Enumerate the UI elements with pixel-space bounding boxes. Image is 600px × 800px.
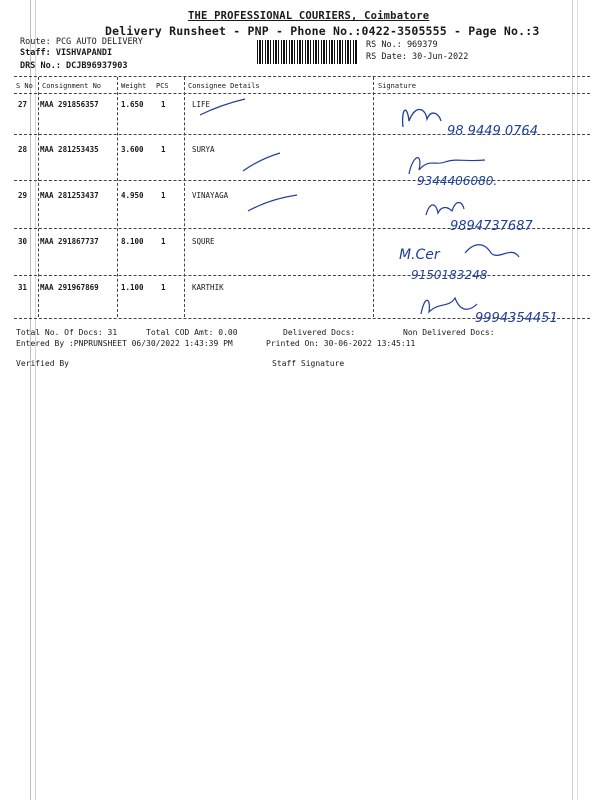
row-consignment: MAA 291967869 <box>40 283 99 292</box>
entered-by: Entered By :PNPRUNSHEET 06/30/2022 1:43:39 PM <box>16 339 233 348</box>
signature-28 <box>405 148 570 188</box>
row-pcs: 1 <box>161 145 166 154</box>
col-header-consignment: Consignment No <box>42 82 102 90</box>
row-sno: 31 <box>18 283 28 292</box>
delivered-docs: Delivered Docs: <box>283 328 356 337</box>
row-pcs: 1 <box>161 283 166 292</box>
row-consignee: SURYA <box>192 145 215 154</box>
staff-signature: Staff Signature <box>272 359 345 368</box>
row-sno: 28 <box>18 145 28 154</box>
signature-note: 9894737687 <box>450 219 533 234</box>
scan-edge-right-2 <box>577 0 578 800</box>
rs-date: RS Date: 30-Jun-2022 <box>366 52 469 62</box>
table-header-rule <box>14 93 590 94</box>
runsheet-title: Delivery Runsheet - PNP - Phone No.:0422-3505555 - Page No.:3 <box>105 24 540 38</box>
tick-mark <box>245 193 305 218</box>
col-divider <box>373 77 374 317</box>
signature-note: 9994354451 <box>475 311 558 326</box>
row-pcs: 1 <box>161 100 166 109</box>
company-name: THE PROFESSIONAL COURIERS, Coimbatore <box>188 10 430 22</box>
row-consignee: SQURE <box>192 237 215 246</box>
total-docs: Total No. Of Docs: 31 <box>16 328 118 337</box>
signature-30 <box>395 235 555 283</box>
signature-31 <box>415 288 575 330</box>
scan-edge-right <box>572 0 573 800</box>
col-header-sno: S No <box>16 82 33 90</box>
signature-note: 9344406080. <box>417 174 498 188</box>
row-consignee: VINAYAGA <box>192 191 229 200</box>
row-weight: 4.950 <box>121 191 144 200</box>
route-label: Route: PCG AUTO DELIVERY <box>20 37 143 47</box>
col-header-signature: Signature <box>378 82 416 90</box>
row-weight: 1.100 <box>121 283 144 292</box>
row-consignment: MAA 281253435 <box>40 145 99 154</box>
rs-number: RS No.: 969379 <box>366 40 438 50</box>
row-weight: 1.650 <box>121 100 144 109</box>
tick-mark <box>195 95 255 120</box>
row-consignment: MAA 291856357 <box>40 100 99 109</box>
row-weight: 3.600 <box>121 145 144 154</box>
row-sno: 27 <box>18 100 28 109</box>
scan-edge-left-2 <box>35 0 36 800</box>
printed-on: Printed On: 30-06-2022 13:45:11 <box>266 339 416 348</box>
row-consignee: KARTHIK <box>192 283 224 292</box>
row-pcs: 1 <box>161 191 166 200</box>
table-top-rule <box>14 76 590 77</box>
verified-by: Verified By <box>16 359 69 368</box>
signature-note: 98 9449 0764 <box>447 124 538 139</box>
row-consignee: LIFE <box>192 100 211 109</box>
signature-note: 9150183248 <box>411 268 488 282</box>
col-header-consignee: Consignee Details <box>188 82 260 90</box>
drs-label: DRS No.: DCJB96937903 <box>20 61 128 71</box>
non-delivered-docs: Non Delivered Docs: <box>403 328 495 337</box>
row-weight: 8.100 <box>121 237 144 246</box>
signature-name: M.Cer <box>399 247 440 263</box>
col-divider <box>117 77 118 317</box>
total-cod: Total COD Amt: 0.00 <box>146 328 238 337</box>
row-pcs: 1 <box>161 237 166 246</box>
col-divider <box>184 77 185 317</box>
tick-mark <box>240 145 300 175</box>
signature-27 <box>395 97 570 142</box>
row-consignment: MAA 281253437 <box>40 191 99 200</box>
barcode <box>257 40 357 64</box>
row-consignment: MAA 291867737 <box>40 237 99 246</box>
scan-edge-left <box>30 0 31 800</box>
col-divider <box>38 77 39 317</box>
col-header-weight: Weight <box>121 82 147 90</box>
row-sno: 30 <box>18 237 28 246</box>
staff-label: Staff: VISHVAPANDI <box>20 48 113 58</box>
signature-29 <box>420 195 585 235</box>
row-sno: 29 <box>18 191 28 200</box>
col-header-pcs: PCS <box>156 82 169 90</box>
